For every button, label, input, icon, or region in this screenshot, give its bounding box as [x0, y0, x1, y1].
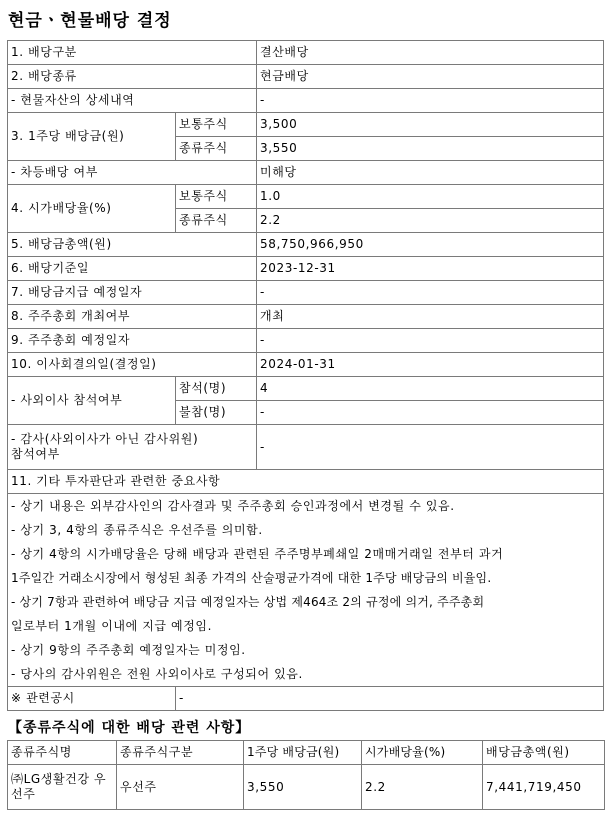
audit-label-line2: 참석여부 — [11, 447, 60, 461]
table-row — [8, 305, 604, 329]
absent-label: 불참(명) — [176, 401, 257, 425]
row-label: 10. 이사회결의일(결정일) — [8, 353, 257, 377]
stock-yield: 2.2 — [362, 765, 483, 810]
table-row — [8, 281, 604, 305]
note-line: - 상기 9항의 주주총회 예정일자는 미정임. — [11, 642, 246, 657]
row-value: 결산배당 — [257, 41, 604, 65]
note-line: - 상기 4항의 시가배당율은 당해 배당과 관련된 주주명부폐쇄일 2매매거래일 전부터 과거 — [11, 546, 504, 561]
table-row — [8, 233, 604, 257]
row-label: - 현물자산의 상세내역 — [8, 89, 257, 113]
row-label: 1. 배당구분 — [8, 41, 257, 65]
table-row — [8, 257, 604, 281]
row-label: 2. 배당종류 — [8, 65, 257, 89]
row-label: 6. 배당기준일 — [8, 257, 257, 281]
stock-total: 7,441,719,450 — [483, 765, 605, 810]
table-header-row — [8, 741, 605, 765]
table-row — [8, 425, 604, 470]
table-row — [8, 185, 604, 209]
row-value: - — [257, 281, 604, 305]
audit-value: - — [257, 425, 604, 470]
notes-cell — [8, 494, 604, 687]
present-label: 참석(명) — [176, 377, 257, 401]
notes-row — [8, 494, 604, 687]
stock-name-line2: 선주 — [11, 787, 36, 801]
yield-common-value: 1.0 — [257, 185, 604, 209]
dps-common-value: 3,500 — [257, 113, 604, 137]
table-row — [8, 161, 604, 185]
related-disclosure-value: - — [176, 687, 604, 711]
diff-label: - 차등배당 여부 — [8, 161, 257, 185]
page-title: 현금ㆍ현물배당 결정 — [8, 11, 172, 31]
column-header: 종류주식구분 — [117, 741, 244, 765]
row-value: - — [257, 89, 604, 113]
table-row — [8, 353, 604, 377]
table-row — [8, 470, 604, 494]
preferred-dividend-table — [7, 740, 605, 810]
dividend-decision-table — [7, 40, 604, 711]
dps-label: 3. 1주당 배당금(원) — [8, 113, 176, 161]
related-disclosure-label: ※ 관련공시 — [8, 687, 176, 711]
dps-pref-label: 종류주식 — [176, 137, 257, 161]
table-row — [8, 329, 604, 353]
yield-pref-value: 2.2 — [257, 209, 604, 233]
table-row — [8, 65, 604, 89]
table-row — [8, 687, 604, 711]
dps-common-label: 보통주식 — [176, 113, 257, 137]
row-value: 2023-12-31 — [257, 257, 604, 281]
note-line: 1주일간 거래소시장에서 형성된 최종 가격의 산술평균가격에 대한 1주당 배당금의 비율임. — [11, 570, 492, 585]
row-label: 5. 배당금총액(원) — [8, 233, 257, 257]
table-row — [8, 89, 604, 113]
note-line: - 당사의 감사위원은 전원 사외이사로 구성되어 있음. — [11, 666, 303, 681]
column-header: 시가배당율(%) — [362, 741, 483, 765]
stock-type: 우선주 — [117, 765, 244, 810]
yield-label: 4. 시가배당율(%) — [8, 185, 176, 233]
column-header: 종류주식명 — [8, 741, 117, 765]
audit-label-line1: - 감사(사외이사가 아닌 감사위원) — [11, 432, 199, 446]
row-label: 7. 배당금지급 예정일자 — [8, 281, 257, 305]
stock-dps: 3,550 — [244, 765, 362, 810]
note-line: - 상기 3, 4항의 종류주식은 우선주를 의미함. — [11, 522, 263, 537]
column-header: 배당금총액(원) — [483, 741, 605, 765]
row-value: 2024-01-31 — [257, 353, 604, 377]
table-row — [8, 765, 605, 810]
dps-pref-value: 3,550 — [257, 137, 604, 161]
section-title: 【종류주식에 대한 배당 관련 사항】 — [8, 720, 251, 736]
stock-name-line1: ㈜LG생활건강 우 — [11, 772, 107, 786]
row-label: 8. 주주총회 개최여부 — [8, 305, 257, 329]
column-header: 1주당 배당금(원) — [244, 741, 362, 765]
stock-name-cell — [8, 765, 117, 810]
row-value: - — [257, 329, 604, 353]
diff-value: 미해당 — [257, 161, 604, 185]
other-matters-title: 11. 기타 투자판단과 관련한 중요사항 — [8, 470, 604, 494]
notes-list — [8, 494, 603, 686]
row-value: 현금배당 — [257, 65, 604, 89]
present-value: 4 — [257, 377, 604, 401]
row-value: 58,750,966,950 — [257, 233, 604, 257]
absent-value: - — [257, 401, 604, 425]
table-row — [8, 377, 604, 401]
yield-common-label: 보통주식 — [176, 185, 257, 209]
yield-pref-label: 종류주식 — [176, 209, 257, 233]
note-line: - 상기 내용은 외부감사인의 감사결과 및 주주총회 승인과정에서 변경될 수 있음. — [11, 498, 455, 513]
row-label: 9. 주주총회 예정일자 — [8, 329, 257, 353]
table-row — [8, 41, 604, 65]
table-row — [8, 113, 604, 137]
outside-director-label: - 사외이사 참석여부 — [8, 377, 176, 425]
row-value: 개최 — [257, 305, 604, 329]
note-line: - 상기 7항과 관련하여 배당금 지급 예정일자는 상법 제464조 2의 규정에 의거, 주주총회 — [11, 594, 485, 609]
audit-label — [8, 425, 257, 470]
note-line: 일로부터 1개월 이내에 지급 예정임. — [11, 618, 212, 633]
